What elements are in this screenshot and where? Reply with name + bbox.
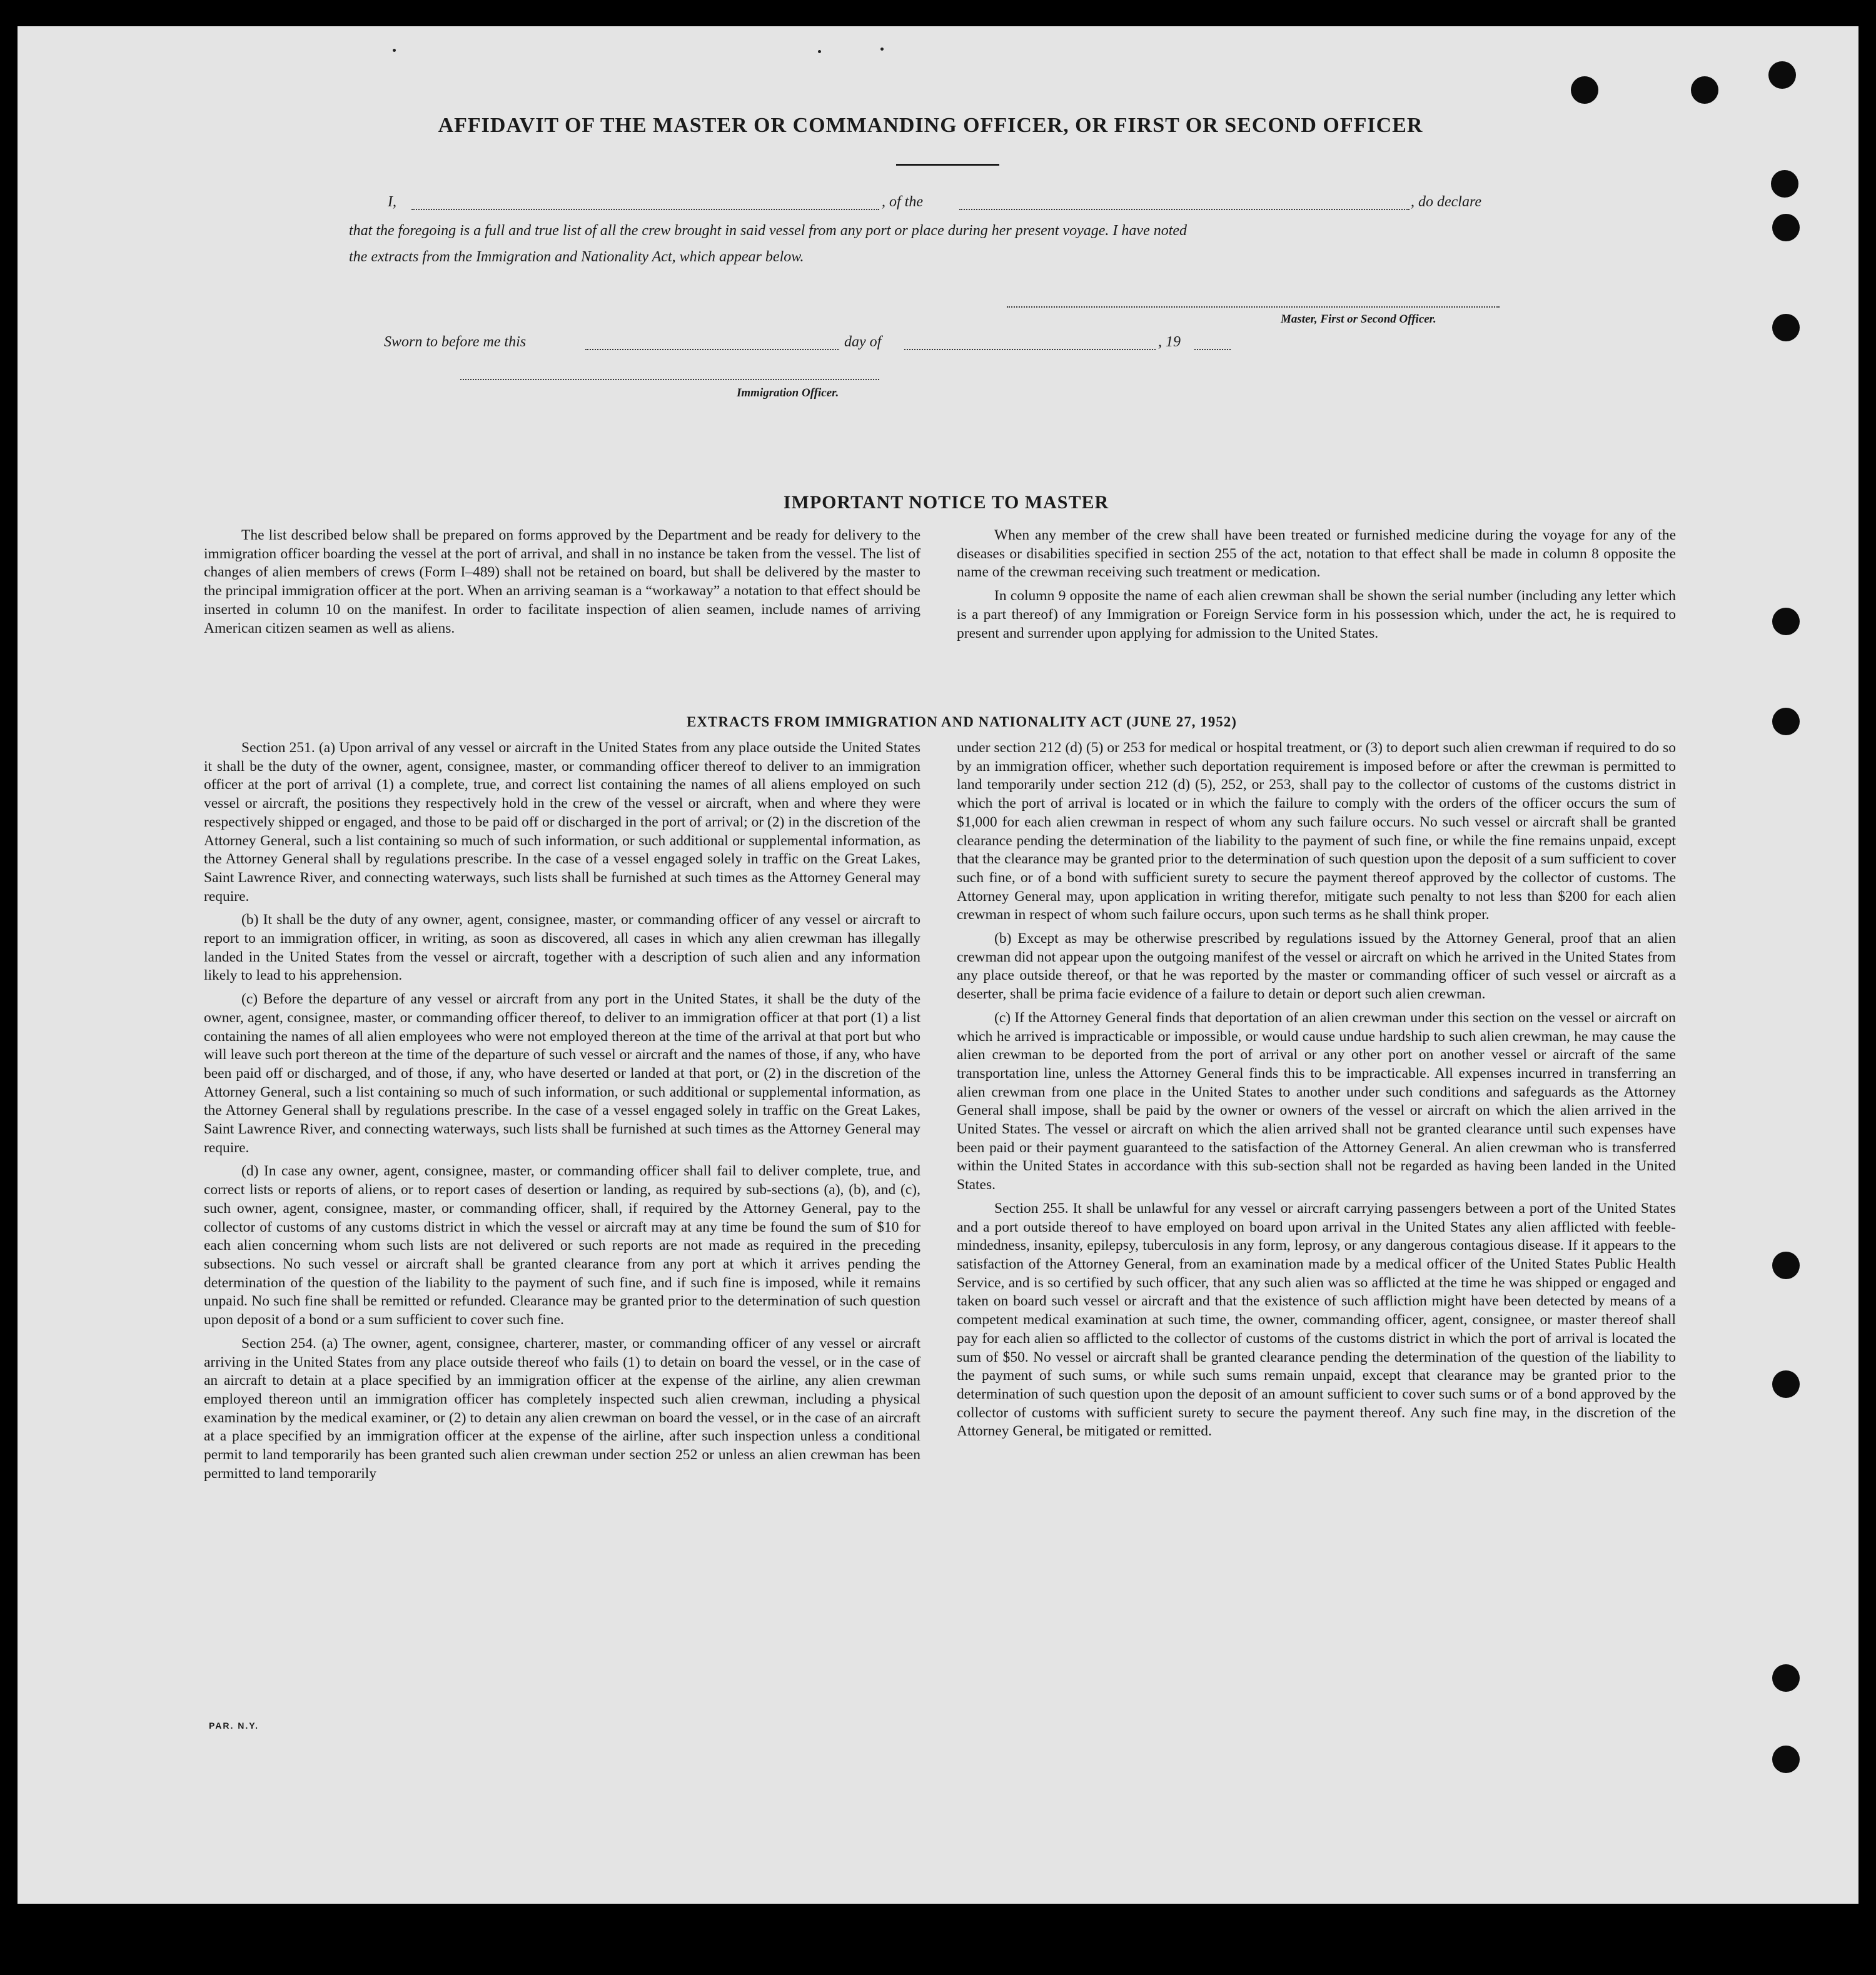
extracts-title: EXTRACTS FROM IMMIGRATION AND NATIONALITY ACT (JUNE 27, 1952) xyxy=(687,714,1237,730)
section-255: Section 255. It shall be unlawful for any vessel or aircraft carrying passengers between a port of the United States and a port outside thereof to have employed on board upon arrival in the United States any alien afflicted with feeble-mindedness, insanity, epilepsy, tuberculosis in any form, leprosy, or any dangerous contagious disease. If it appears to the satisfaction of the Attorney General, from an examination made by a medical officer of the United States Public Health Service, and is so certified by such officer, that any such alien was so afflicted at the time he was shipped or engaged and taken on board such vessel or aircraft and that the existence of such affliction might have been detected by means of a competent medical examination at such time, the owner, commanding officer, agent, consignee, or master thereof shall pay for each alien so afflicted to the collector of customs of the customs district in which the port of arrival is located the sum of $50. No vessel or aircraft shall be granted clearance pending the determination of the question of the liability to the payment of such sums, or while such sums remain unpaid, except that clearance may be granted prior to the determination of such question upon the deposit of an amount sufficient to cover such sums or of a bond approved by the collector of customs with sufficient surety to secure the payment thereof. Any such fine may, in the discretion of the Attorney General, be mitigated or remitted. xyxy=(957,1200,1676,1440)
punch-hole xyxy=(1768,61,1796,89)
punch-hole xyxy=(1771,170,1798,198)
master-signature-caption: Master, First or Second Officer. xyxy=(1281,313,1436,326)
punch-hole xyxy=(1772,608,1800,635)
sworn-label: Sworn to before me this xyxy=(384,334,527,350)
officer-signature-caption: Immigration Officer. xyxy=(737,386,839,400)
day-of-label: day of xyxy=(844,334,882,350)
ink-speck xyxy=(393,49,396,52)
punch-hole xyxy=(1571,76,1598,104)
declarant-name-field[interactable] xyxy=(411,209,879,210)
section-254a-continued: under section 212 (d) (5) or 253 for medical or hospital treatment, or (3) to deport such alien crewman if required to do so by an immigration officer, whether such deportation requirement is imposed before or after the crewman is permitted to land temporarily under section 212 (d) (5), 252, or 253, shall pay to the collector of customs of the customs district in which the port of arrival is located or in which the failure to comply with the orders of the officer occurs the sum of $1,000 for each alien crewman in respect of whom any such failure occurs. No such vessel or aircraft shall be granted clearance pending the determination of the liability to the payment of such fine, or while the fine remains unpaid, except that the clearance may be granted prior to the determination of such question upon the deposit of a sum sufficient to cover such fine, or of a bond with sufficient surety to secure the payment thereof approved by the collector of customs. The Attorney General may, upon application in writing therefor, mitigate such penalty to not less than $200 for each alien crewman in respect of whom such failure occurs, upon such terms as he shall think proper. xyxy=(957,740,1676,923)
section-254c: (c) If the Attorney General finds that deportation of an alien crewman under this section on the vessel or aircraft on which he arrived is impracticable or impossible, or would cause undue hardship to such alien crewman, he may cause the alien crewman to be deported from the port of arrival or any other port on another vessel or aircraft of the same transportation line, unless the Attorney General finds this to be impracticable. All expenses incurred in transferring an alien crewman from one place in the United States to another under such conditions and safeguards as the Attorney General shall impose, shall be paid by the owner or owners of the vessel or aircraft on which the alien arrived in the United States. The vessel or aircraft on which the alien arrived shall not be granted clearance until such expenses have been paid or their payment guaranteed to the satisfaction of the Attorney General. An alien crewman who is transferred within the United States in accordance with this sub-section shall not be regarded as having been landed in the United States. xyxy=(957,1009,1676,1194)
notice-paragraph: The list described below shall be prepared on forms approved by the Department and be ready for delivery to the immigration officer boarding the vessel at the port of arrival, and shall in no instance be taken from the vessel. The list of changes of alien members of crews (Form I–489) shall not be retained on board, but shall be delivered by the master to the principal immigration officer at the port. When an arriving seaman is a “workaway” a notation to that effect should be inserted in column 10 on the manifest. In order to facilitate inspection of alien seamen, include names of arriving American citizen seamen as well as aliens. xyxy=(204,527,920,636)
notice-title: IMPORTANT NOTICE TO MASTER xyxy=(783,492,1109,513)
section-251b: (b) It shall be the duty of any owner, agent, consignee, master, or commanding officer of any vessel or aircraft to report to an immigration officer, in writing, as soon as discovered, all cases in which any alien crewman has illegally landed in the United States from the vessel or aircraft, together with a description of such alien and any information likely to lead to his apprehension. xyxy=(204,912,920,984)
extracts-left-column xyxy=(204,739,920,1488)
section-251a: Section 251. (a) Upon arrival of any vessel or aircraft in the United States from any place outside the United States it shall be the duty of the owner, agent, consignee, master, or commanding officer thereof to deliver to an immigration officer at the port of arrival (1) a complete, true, and correct list containing the names of all aliens employed on such vessel or aircraft, the positions they respectively hold in the crew of the vessel or aircraft, when and where they were respectively shipped or engaged, and those to be paid off or discharged in the port of arrival; or (2) in the discretion of the Attorney General, such a list containing so much of such information, or such additional or supplemental information, as the Attorney General shall by regulations prescribe. In the case of a vessel engaged solely in traffic on the Great Lakes, Saint Lawrence River, and connecting waterways, such lists shall be furnished at such times as the Attorney General may require. xyxy=(204,740,920,905)
ink-speck xyxy=(880,48,884,51)
punch-hole xyxy=(1772,1746,1800,1773)
punch-hole xyxy=(1772,314,1800,341)
section-251d: (d) In case any owner, agent, consignee, master, or commanding officer shall fail to deliver complete, true, and correct lists or reports of aliens, or to report cases of desertion or landing, as required by sub-sections (a), (b), and (c), such owner, agent, consignee, master, or commanding officer, shall, if required by the Attorney General, pay to the collector of customs of any customs district in which the vessel or aircraft may at any time be found the sum of $10 for each alien concerning whom such lists are not delivered or such reports are not made as required in the preceding subsections. No such vessel or aircraft shall be granted clearance from any port at which it arrives pending the determination of the question of the liability to the payment of such fine, and if such fine is imposed, while it remains unpaid. No such fine shall be remitted or refunded. Clearance may be granted prior to the determination of such question upon deposit of a bond or a sum sufficient to cover such fine. xyxy=(204,1163,920,1329)
title-underline xyxy=(896,164,999,166)
vessel-name-field[interactable] xyxy=(959,209,1410,210)
year-label: , 19 xyxy=(1158,334,1181,350)
declaration-line-3: the extracts from the Immigration and Nationality Act, which appear below. xyxy=(349,249,804,265)
declarant-prefix: I, xyxy=(388,194,396,210)
notice-paragraph: In column 9 opposite the name of each alien crewman shall be shown the serial number (including any letter which is a part thereof) of any Immigration or Foreign Service form in his possession which, under the act, he is required to present and surrender upon applying for admission to the United States. xyxy=(957,588,1676,641)
printer-mark: PAR. N.Y. xyxy=(209,1721,259,1731)
section-251c: (c) Before the departure of any vessel or aircraft from any port in the United States, it shall be the duty of the owner, agent, consignee, master, or commanding officer thereof, to deliver to an immigration officer at that port (1) a list containing the names of all alien employees who were not employed thereon at the time of the arrival at that port but who will leave such port thereon at the time of the departure of such vessel or aircraft and the names of those, if any, who have been paid off or discharged, and of those, if any, who have deserted or landed at that port, or (2) in the discretion of the Attorney General, such a list containing so much of such information, or such additional or supplemental information, as the Attorney General shall by regulations prescribe. In the case of a vessel engaged solely in traffic on the Great Lakes, Saint Lawrence River, and connecting waterways, such lists shall be furnished at such times as the Attorney General may require. xyxy=(204,991,920,1156)
extracts-right-column xyxy=(957,739,1676,1446)
punch-hole xyxy=(1691,76,1718,104)
declare-label: , do declare xyxy=(1411,194,1482,210)
master-signature-field[interactable] xyxy=(1007,306,1500,308)
affidavit-title: AFFIDAVIT OF THE MASTER OR COMMANDING OFFICER, OR FIRST OR SECOND OFFICER xyxy=(438,114,1423,137)
officer-signature-field[interactable] xyxy=(460,379,879,380)
notice-paragraph: When any member of the crew shall have been treated or furnished medicine during the voyage for any of the diseases or disabilities specified in section 255 of the act, notation to that effect shall be made in column 8 opposite the name of the crewman receiving such treatment or medication. xyxy=(957,527,1676,581)
notice-right-column xyxy=(957,526,1676,648)
ink-speck xyxy=(818,50,821,53)
punch-hole xyxy=(1772,708,1800,735)
section-254b: (b) Except as may be otherwise prescribed by regulations issued by the Attorney General, proof that an alien crewman did not appear upon the outgoing manifest of the vessel or aircraft on which he arrived in the United States from any place outside thereof, or that he was reported by the master or commanding officer of such vessel or aircraft as a deserter, shall be prima facie evidence of a failure to detain or deport such alien crewman. xyxy=(957,930,1676,1003)
section-254a: Section 254. (a) The owner, agent, consignee, charterer, master, or commanding officer of any vessel or aircraft arriving in the United States from any place outside thereof who fails (1) to detain on board the vessel, or in the case of an aircraft to detain at a place specified by an immigration officer at the expense of the airline, any alien crewman employed thereon until an immigration officer has completely inspected such alien crewman, including a physical examination by the medical examiner, or (2) to detain any alien crewman on board the vessel, or in the case of an aircraft at a place specified by an immigration officer at the expense of the airline, after such inspection unless a conditional permit to land temporarily has been granted such alien crewman under section 252 or unless an alien crewman has been permitted to land temporarily xyxy=(204,1335,920,1482)
of-the-label: , of the xyxy=(882,194,923,210)
sworn-day-field[interactable] xyxy=(585,349,839,350)
form-page xyxy=(18,26,1858,1904)
sworn-month-field[interactable] xyxy=(904,349,1156,350)
punch-hole xyxy=(1772,1664,1800,1692)
notice-left-column xyxy=(204,526,920,643)
sworn-year-field[interactable] xyxy=(1194,349,1231,350)
punch-hole xyxy=(1772,1252,1800,1279)
punch-hole xyxy=(1772,1370,1800,1398)
punch-hole xyxy=(1772,214,1800,241)
declaration-line-2: that the foregoing is a full and true list of all the crew brought in said vessel from any port or place during her present voyage. I have noted xyxy=(349,223,1188,239)
